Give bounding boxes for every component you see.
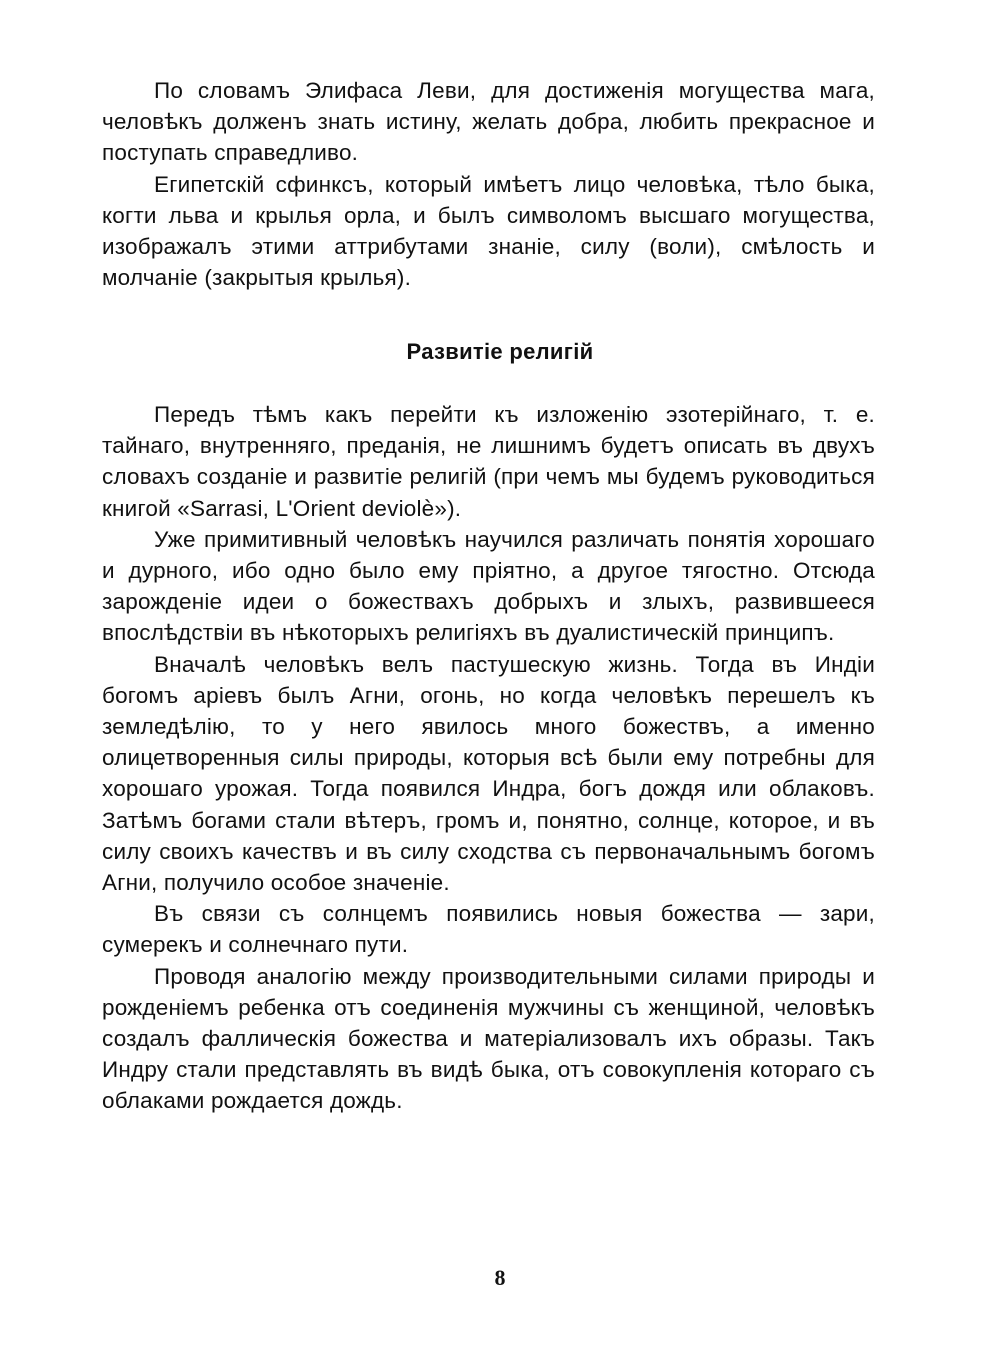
paragraph-phallic-deities: Проводя аналогію между производительными силами природы и рожденіемъ ребенка отъ соединенія мужчины съ женщиной, человѣкъ создалъ фаллическія божества и матеріализовалъ ихъ образы. Такъ Индру стали представлять въ видѣ быка, отъ совокупленія котораго съ облаками рождается дождь. [102, 963, 875, 1114]
paragraph-esoteric-intro: Передъ тѣмъ какъ перейти къ изложенію эзотерійнаго, т. е. тайнаго, внутренняго, преданія, не лишнимъ будетъ описать въ двухъ словахъ созданіе и развитіе религій (при чемъ мы будемъ руководиться книгой «Sarrasi, L'Orient deviolè»). [102, 402, 875, 521]
paragraph-primitive-man: Уже примитивный человѣкъ научился различать понятія хорошаго и дурного, ибо одно было ему пріятно, а другое тягостно. Отсюда зарожденіе идеи о божествахъ добрыхъ и злыхъ, развившееся впослѣдствіи въ нѣкоторыхъ религіяхъ въ дуалистическій принципъ. [102, 526, 875, 646]
page-number: 8 [494, 1265, 506, 1290]
paragraph-pastoral-life: Вначалѣ человѣкъ велъ пастушескую жизнь. Тогда въ Индіи богомъ аріевъ былъ Агни, огонь, но когда человѣкъ перешелъ къ земледѣлію, то у него явилось много божествъ, а именно олицетворенныя силы природы, которыя всѣ были ему потребны для хорошаго урожая. Тогда появился Индра, богъ дождя или облаковъ. Затѣмъ богами стали вѣтеръ, громъ и, понятно, солнце, которое, и въ силу своихъ качествъ и въ силу сходства съ первоначальнымъ богомъ Агни, получило особое значеніе. [102, 651, 875, 896]
section-text-block [102, 399, 875, 1117]
paragraph-sun-deities: Въ связи съ солнцемъ появились новыя божества — зари, сумерекъ и солнечнаго пути. [102, 901, 875, 958]
paragraph-eliphas-levi: По словамъ Элифаса Леви, для достиженія могущества мага, человѣкъ долженъ знать истину, желать добра, любить прекрасное и поступать справедливо. [102, 78, 875, 166]
section-heading: Развитіе религій [406, 339, 594, 364]
intro-text-block [102, 75, 875, 293]
paragraph-egyptian-sphinx: Египетскій сфинксъ, который имѣетъ лицо человѣка, тѣло быка, когти льва и крылья орла, и былъ символомъ высшаго могущества, изображалъ этими аттрибутами знаніе, силу (воли), смѣлость и молчаніе (закрытыя крылья). [102, 171, 875, 291]
